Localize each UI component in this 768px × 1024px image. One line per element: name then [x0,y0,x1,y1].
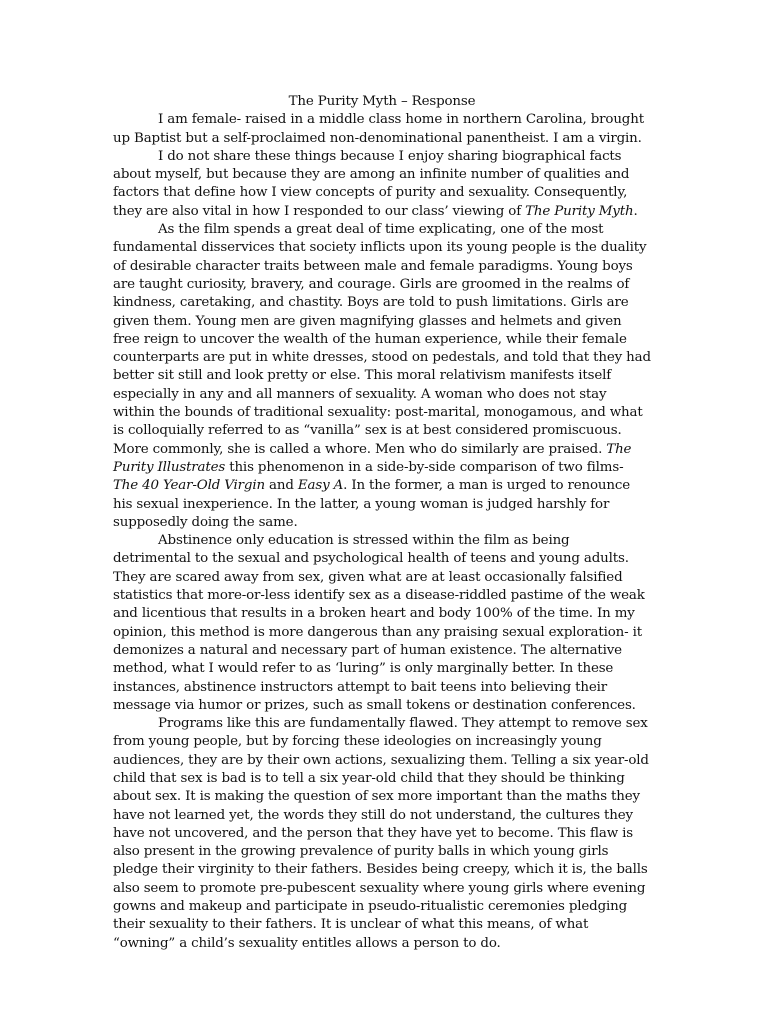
italic-title-text: The 40 Year-Old Virgin [113,478,265,494]
paragraph [113,111,651,148]
paragraph-text: this phenomenon in a side-by-side comparison of two films- [225,459,624,475]
italic-title-text: The Purity Illustrates [113,441,632,475]
paragraph-text: As the film spends a great deal of time explicating, one of the most fundamental disservices that society inflicts upon its young people is the duality of desirable character traits between male and female paradigms. Young boys are taught curiosity, bravery, and courage. Girls are groomed in the realms of kindness, caretaking, and chastity. Boys are told to push limitations. Girls are given them. Young men are given magnifying glasses and helmets and given free reign to uncover the wealth of the human experience, while their female counterparts are put in white dresses, stood on pedestals, and told that they had better sit still and look pretty or else. This moral relativism manifests itself especially in any and all manners of sexuality. A woman who does not stay within the bounds of traditional sexuality: post-marital, monogamous, and what is colloquially referred to as “vanilla” sex is at best considered promiscuous. More commonly, she is called a whore. Men who do similarly are praised. [113,222,651,457]
paragraph-text: Programs like this are fundamentally flawed. They attempt to remove sex from young people, but by forcing these ideologies on increasingly young audiences, they are by their own actions, sexualizing them. Telling a six year-old child that sex is bad is to tell a six year-old child that they should be thinking about sex. It is making the question of sex more important than the maths they have not learned yet, the words they still do not understand, the cultures they have not uncovered, and the person that they have yet to become. This flaw is also present in the growing prevalence of purity balls in which young girls pledge their virginity to their fathers. Besides being creepy, which it is, the balls also seem to promote pre-pubescent sexuality where young girls where evening gowns and makeup and participate in pseudo-ritualistic ceremonies pledging their sexuality to their fathers. It is unclear of what this means, of what “owning” a child’s sexuality entitles allows a person to do. [113,716,649,951]
document-title: The Purity Myth – Response [288,94,476,109]
paragraph-text: I do not share these things because I enjoy sharing biographical facts about myself, but because they are among an infinite number of qualities and factors that define how I view concepts of purity and sexuality. Consequently, they are also vital in how I responded to our class’ viewing of [113,148,630,219]
italic-title-text: Easy A [297,478,344,494]
paragraph-text: I am female- raised in a middle class home in northern Carolina, brought up Baptist but a self-proclaimed non-denominational panentheist. I am a virgin. [113,112,644,146]
paragraph [113,148,651,221]
paragraph [113,532,651,715]
paragraph [113,715,651,953]
paragraph [113,221,651,532]
paragraph-text: and [264,478,298,494]
italic-title-text: The Purity Myth [525,203,634,219]
paragraph-text: . [633,203,638,219]
paragraph-text: . In the former, a man is urged to renounce his sexual inexperience. In the latter, a young woman is judged harshly for supposedly doing the same. [113,478,630,530]
document-body [113,111,651,953]
document-page [113,93,651,953]
paragraph-text: Abstinence only education is stressed within the film as being detrimental to the sexual and psychological health of teens and young adults. They are scared away from sex, given what are at least occasionally falsified statistics that more-or-less identify sex as a disease-riddled pastime of the weak and licentious that results in a broken heart and body 100% of the time. In my opinion, this method is more dangerous than any praising sexual exploration- it demonizes a natural and necessary part of human existence. The alternative method, what I would refer to as ‘luring” is only marginally better. In these instances, abstinence instructors attempt to bait teens into believing their message via humor or prizes, such as small tokens or destination conferences. [113,533,645,713]
